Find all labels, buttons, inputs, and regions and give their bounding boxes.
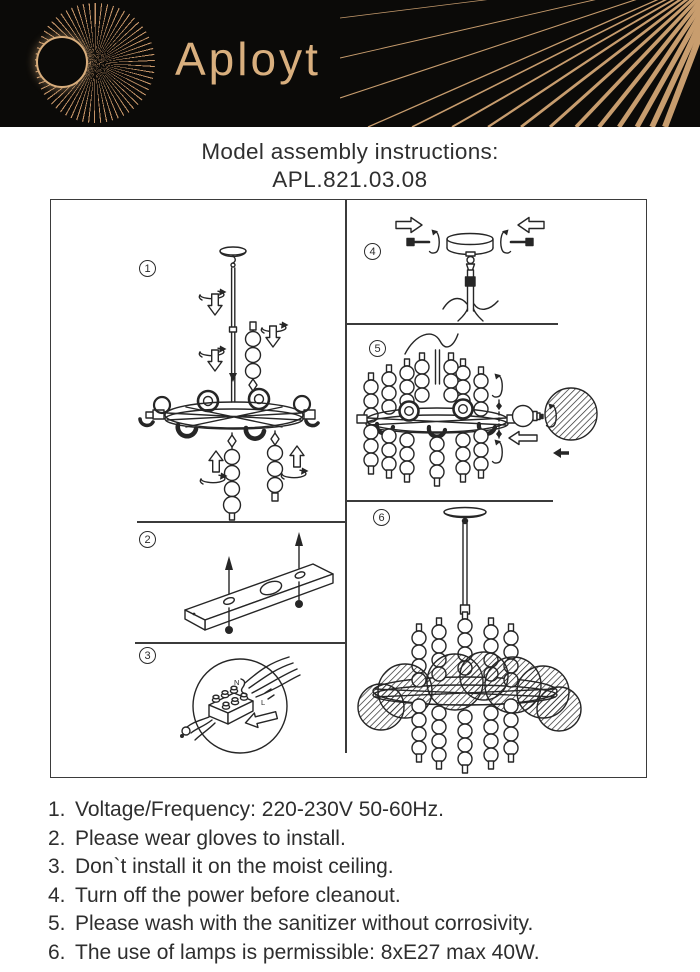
screw-icon bbox=[407, 230, 439, 254]
hanging-rod bbox=[436, 350, 440, 384]
instruction-text: Voltage/Frequency: 220-230V 50-60Hz. bbox=[75, 798, 444, 821]
push-left-arrow-icon bbox=[518, 218, 544, 233]
bead-strand bbox=[364, 425, 488, 486]
instruction-item bbox=[48, 853, 688, 882]
wire bbox=[474, 301, 498, 309]
screw-icon bbox=[501, 230, 533, 254]
instruction-number: 1. bbox=[48, 798, 66, 821]
instruction-number: 2. bbox=[48, 826, 66, 850]
ceiling-canopy-icon bbox=[444, 508, 486, 524]
swivel-joint bbox=[466, 252, 475, 270]
step-6-diagram bbox=[347, 501, 646, 777]
instruction-number: 4. bbox=[48, 883, 66, 907]
chandelier-ring-frame bbox=[357, 400, 517, 437]
step-5-diagram bbox=[347, 324, 646, 500]
wire-label-live: L bbox=[261, 698, 266, 707]
instruction-number: 6. bbox=[48, 940, 66, 964]
instruction-item bbox=[48, 939, 688, 968]
step-1-badge: 1 bbox=[139, 260, 156, 277]
instruction-item bbox=[48, 825, 688, 854]
bead-strand bbox=[246, 322, 261, 391]
wire-label-neutral: N bbox=[234, 678, 240, 687]
push-right-arrow-icon bbox=[396, 218, 422, 233]
model-number: APL.821.03.08 bbox=[272, 167, 428, 192]
instruction-text: The use of lamps is permissible: 8xE27 max 40W. bbox=[75, 940, 540, 964]
mounting-bracket-icon bbox=[185, 564, 333, 630]
hanging-rod bbox=[443, 270, 498, 321]
fixture-wires bbox=[180, 717, 215, 740]
wire bbox=[405, 334, 458, 354]
instruction-number: 3. bbox=[48, 855, 66, 879]
small-left-arrow-icon bbox=[553, 448, 569, 458]
hanging-rod bbox=[229, 268, 237, 402]
instruction-text: Don`t install it on the moist ceiling. bbox=[75, 855, 394, 879]
instruction-list bbox=[48, 796, 688, 968]
step-2-badge: 2 bbox=[139, 531, 156, 548]
instruction-item bbox=[48, 882, 688, 911]
step-2-diagram bbox=[137, 522, 346, 642]
terminal-block-icon bbox=[209, 686, 253, 724]
brand-header bbox=[0, 0, 700, 127]
wire bbox=[443, 299, 467, 309]
brand-name: Aployt bbox=[175, 33, 321, 85]
bead-strand bbox=[268, 431, 283, 501]
step-4-diagram bbox=[347, 199, 646, 323]
down-arrow-icon bbox=[208, 294, 280, 371]
instruction-text: Turn off the power before cleanout. bbox=[75, 883, 401, 907]
instruction-number: 5. bbox=[48, 912, 66, 936]
page-title: Model assembly instructions: bbox=[201, 139, 499, 164]
step-6-badge: 6 bbox=[373, 509, 390, 526]
sunburst-logo-core bbox=[36, 36, 88, 88]
up-arrow-icon bbox=[209, 446, 304, 472]
instruction-text: Please wear gloves to install. bbox=[75, 826, 346, 850]
instruction-text: Please wash with the sanitizer without corrosivity. bbox=[75, 912, 534, 936]
instruction-item bbox=[48, 796, 688, 825]
step-5-badge: 5 bbox=[369, 340, 386, 357]
step-3-badge: 3 bbox=[139, 647, 156, 664]
step-3-diagram bbox=[137, 643, 346, 755]
glass-sphere-icon bbox=[545, 388, 597, 440]
chandelier-ring-frame bbox=[140, 389, 318, 439]
instruction-item bbox=[48, 910, 688, 939]
step-4-badge: 4 bbox=[364, 243, 381, 260]
insert-arrow-icon bbox=[509, 432, 537, 445]
step-1-diagram bbox=[50, 199, 346, 521]
ceiling-canopy-icon bbox=[220, 247, 246, 267]
light-bulb-icon bbox=[513, 406, 544, 427]
decorative-rays-icon bbox=[340, 0, 700, 127]
supply-wires bbox=[241, 657, 300, 699]
